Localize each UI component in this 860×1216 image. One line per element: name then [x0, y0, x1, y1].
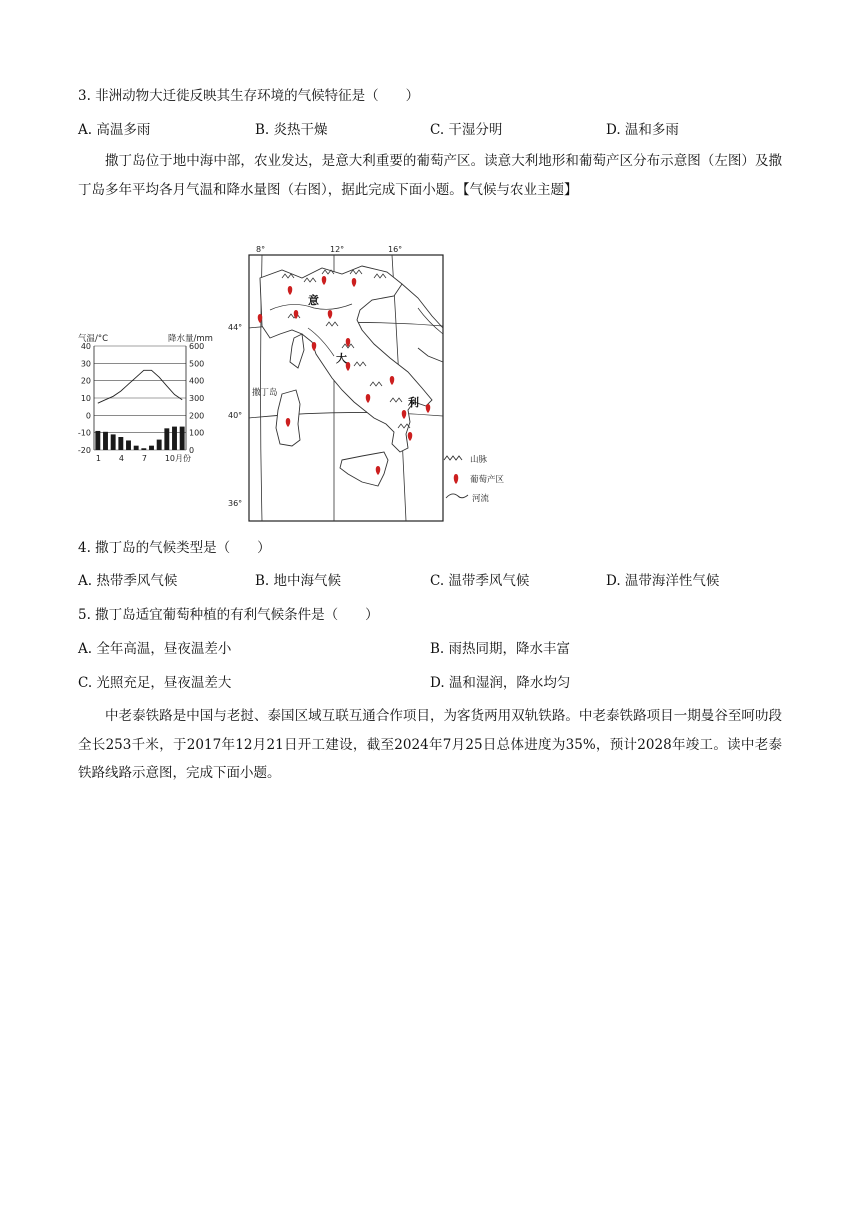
- precipitation-bar: [126, 440, 131, 450]
- precipitation-bar: [149, 446, 154, 450]
- q3-option-d[interactable]: D. 温和多雨: [606, 122, 679, 138]
- x-tick-label: 4: [118, 454, 124, 463]
- x-tick-label: 1: [95, 454, 101, 463]
- italy-map: [222, 238, 522, 526]
- question-4-stem: 4. 撒丁岛的气候类型是（ ）: [78, 540, 271, 556]
- precipitation-bar: [180, 427, 185, 450]
- y-right-tick-label: 200: [189, 411, 205, 421]
- lon-label-12: 12°: [330, 245, 345, 254]
- legend-mountain-label: 山脉: [470, 455, 488, 465]
- q4-option-c[interactable]: C. 温带季风气候: [430, 573, 530, 589]
- q4-option-a[interactable]: A. 热带季风气候: [78, 573, 178, 589]
- precipitation-bar: [103, 432, 108, 450]
- question-3-stem: 3. 非洲动物大迁徙反映其生存环境的气候特征是（ ）: [78, 88, 420, 104]
- q4-option-d[interactable]: D. 温带海洋性气候: [606, 573, 720, 589]
- precipitation-bar: [134, 446, 139, 450]
- country-char-li: 利: [408, 396, 419, 409]
- precipitation-bar: [157, 440, 162, 450]
- grape-icon: [454, 474, 459, 484]
- lat-label-40: 40°: [228, 411, 243, 420]
- y-left-tick-label: 10: [80, 394, 91, 403]
- y-left-tick-label: 40: [80, 342, 91, 351]
- y-left-tick-label: 20: [80, 376, 91, 386]
- precipitation-bar: [111, 434, 116, 450]
- climate-chart: [72, 330, 222, 465]
- q5-option-d[interactable]: D. 温和湿润，降水均匀: [430, 675, 571, 691]
- lat-label-36: 36°: [228, 499, 243, 508]
- map-legend: [444, 454, 505, 504]
- intro-paragraph-railway: 中老泰铁路是中国与老挝、泰国区域互联互通合作项目，为客货两用双轨铁路。中老泰铁路项目一期曼谷至呵叻段全长253千米，于2017年12月21日开工建设，截至2024年7月25日总体进度为35%，预计2028年竣工。读中老泰铁路线路示意图，完成下面小题。: [78, 708, 782, 781]
- q5-option-a[interactable]: A. 全年高温，昼夜温差小: [78, 641, 232, 657]
- precipitation-bar: [172, 427, 177, 450]
- lat-label-44: 44°: [228, 323, 243, 332]
- y-left-tick-label: 30: [80, 359, 91, 369]
- country-char-yi: 意: [308, 294, 319, 307]
- y-left-tick-label: -10: [77, 428, 91, 438]
- y-right-tick-label: 0: [189, 446, 195, 455]
- x-tick-label: 7: [141, 454, 147, 463]
- y-right-tick-label: 100: [189, 428, 205, 438]
- y-right-tick-label: 400: [189, 376, 205, 386]
- y-left-tick-label: -20: [77, 446, 91, 455]
- river-icon: [446, 494, 468, 498]
- precipitation-bar: [118, 437, 123, 450]
- y-left-tick-label: 0: [85, 411, 91, 421]
- y-right-axis-label: 降水量/mm: [168, 334, 213, 344]
- legend-river-label: 河流: [472, 494, 490, 504]
- intro-paragraph-sardinia: 撒丁岛位于地中海中部，农业发达，是意大利重要的葡萄产区。读意大利地形和葡萄产区分布示意图（左图）及撒丁岛多年平均各月气温和降水量图（右图），据此完成下面小题。【气候与农业主题】: [78, 153, 782, 198]
- sardinia-label: 撒丁岛: [252, 388, 278, 398]
- country-char-da: 大: [336, 352, 347, 365]
- lon-label-8: 8°: [256, 245, 266, 254]
- precipitation-bar: [95, 431, 100, 450]
- x-tick-label: 10月份: [164, 454, 192, 463]
- question-5-stem: 5. 撒丁岛适宜葡萄种植的有利气候条件是（ ）: [78, 607, 379, 623]
- q3-option-a[interactable]: A. 高温多雨: [78, 122, 151, 138]
- precipitation-bar: [141, 448, 146, 450]
- y-left-axis-label: 气温/°C: [78, 334, 109, 344]
- legend-grape-label: 葡萄产区: [470, 475, 505, 485]
- mountain-icon: [444, 456, 462, 460]
- q5-option-b[interactable]: B. 雨热同期，降水丰富: [430, 641, 571, 657]
- q4-option-b[interactable]: B. 地中海气候: [255, 573, 342, 589]
- precipitation-bar: [164, 428, 169, 450]
- y-right-tick-label: 300: [189, 394, 205, 403]
- y-right-tick-label: 600: [189, 342, 205, 351]
- y-right-tick-label: 500: [189, 359, 205, 369]
- lon-label-16: 16°: [388, 245, 403, 254]
- q3-option-b[interactable]: B. 炎热干燥: [255, 122, 328, 138]
- q3-option-c[interactable]: C. 干湿分明: [430, 122, 503, 138]
- q5-option-c[interactable]: C. 光照充足，昼夜温差大: [78, 675, 232, 691]
